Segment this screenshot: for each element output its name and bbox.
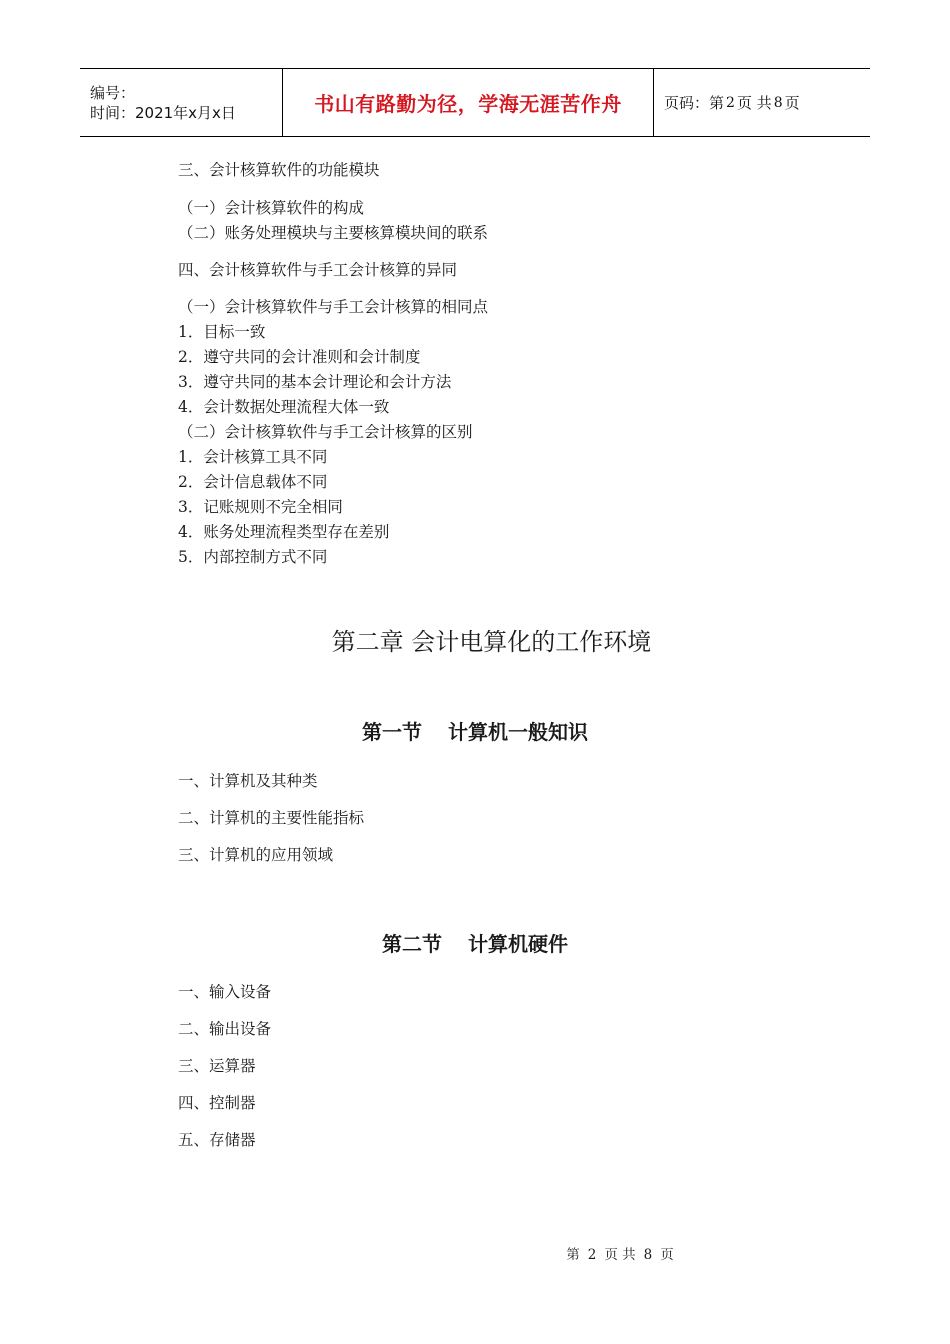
footer-middle: 页 共 (604, 1247, 636, 1263)
outline-sub-4-1: （一）会计核算软件与手工会计核算的相同点 (178, 298, 489, 316)
chapter-title: 第二章 会计电算化的工作环境 (331, 628, 652, 656)
header-motto (282, 69, 654, 136)
doc-number-label: 编号： (90, 83, 136, 102)
page-footer (0, 1246, 950, 1264)
list-item: 1．会计核算工具不同 (178, 448, 328, 466)
list-item: 4．会计数据处理流程大体一致 (178, 398, 390, 416)
list-item: 2．会计信息载体不同 (178, 473, 328, 491)
list-item: 2．遵守共同的会计准则和会计制度 (178, 348, 421, 366)
section-2-title (0, 931, 950, 957)
page-suffix: 页 (784, 94, 800, 112)
section-1-name: 计算机一般知识 (448, 720, 588, 744)
list-item: 四、控制器 (178, 1094, 256, 1112)
outline-sub-3-2: （二）账务处理模块与主要核算模块间的联系 (178, 224, 489, 242)
page-total: 8 (773, 94, 783, 111)
list-item: 一、计算机及其种类 (178, 772, 318, 790)
list-item: 3．遵守共同的基本会计理论和会计方法 (178, 373, 452, 391)
list-item: 三、运算器 (178, 1057, 256, 1075)
section-1-number: 第一节 (362, 720, 422, 744)
list-item: 二、输出设备 (178, 1020, 272, 1038)
list-item: 4．账务处理流程类型存在差别 (178, 523, 390, 541)
page-middle: 页 共 (736, 94, 772, 112)
section-2-number: 第二节 (382, 932, 442, 956)
list-item: 五、存储器 (178, 1131, 256, 1149)
page-header (80, 68, 870, 137)
header-meta (80, 69, 282, 136)
list-item: 一、输入设备 (178, 983, 272, 1001)
motto-text: 书山有路勤为径，学海无涯苦作舟 (314, 92, 622, 116)
page-current: 2 (726, 94, 735, 111)
footer-prefix: 第 (566, 1247, 580, 1263)
doc-time-label: 时间：2021年x月x日 (90, 103, 236, 122)
section-2-name: 计算机硬件 (468, 932, 568, 956)
outline-sub-4-2: （二）会计核算软件与手工会计核算的区别 (178, 423, 473, 441)
list-item: 二、计算机的主要性能指标 (178, 809, 365, 827)
footer-suffix: 页 (660, 1247, 674, 1263)
list-item: 3．记账规则不完全相同 (178, 498, 343, 516)
header-page-indicator (654, 69, 870, 136)
section-1-title (0, 719, 950, 745)
footer-total: 8 (643, 1247, 653, 1263)
outline-heading-3: 三、会计核算软件的功能模块 (178, 161, 380, 179)
outline-sub-3-1: （一）会计核算软件的构成 (178, 199, 365, 217)
list-item: 三、计算机的应用领域 (178, 846, 334, 864)
page-prefix: 页码：第 (664, 94, 725, 112)
list-item: 1．目标一致 (178, 323, 266, 341)
list-item: 5．内部控制方式不同 (178, 548, 328, 566)
footer-current: 2 (587, 1247, 597, 1263)
outline-heading-4: 四、会计核算软件与手工会计核算的异同 (178, 261, 458, 279)
